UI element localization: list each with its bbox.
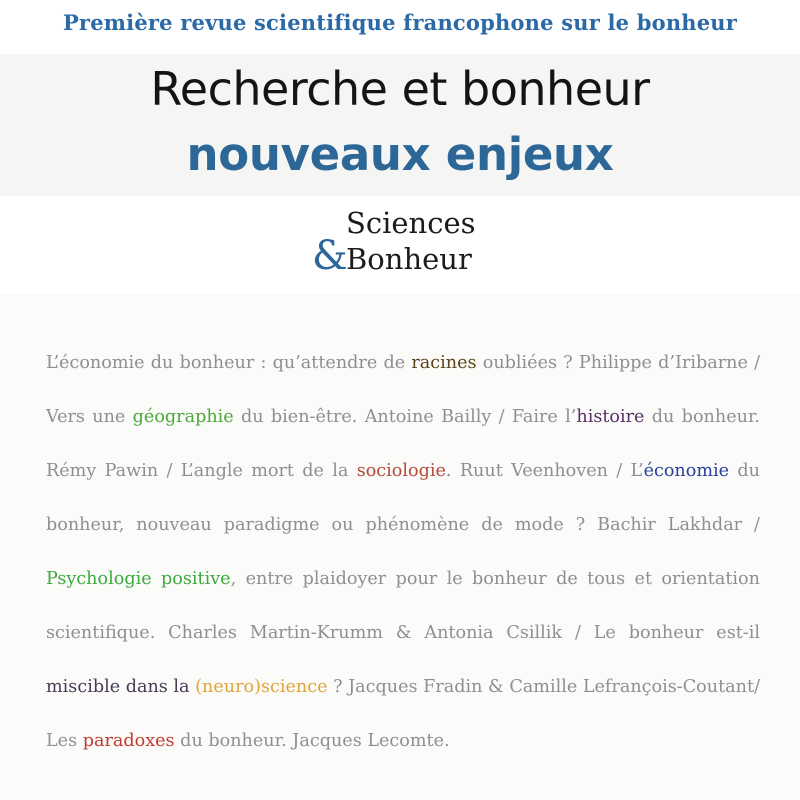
keyword-psychologie-positive: Psychologie positive <box>46 568 231 589</box>
title-banner <box>0 54 800 196</box>
contents-text: du bonheur. Jacques Lecomte. <box>174 731 450 752</box>
sciences-bonheur-logo <box>312 206 532 286</box>
tagline: Première revue scientifique francophone sur le bonheur <box>62 10 738 35</box>
contents-text: du bonheur, nouveau paradigme ou phénomène de mode ? Bachir Lakhdar / <box>46 460 761 535</box>
keyword-miscible: miscible dans la <box>46 677 190 698</box>
keyword-geographie: géographie <box>132 406 234 427</box>
logo-ampersand: & <box>312 233 348 279</box>
contents-text: , entre plaidoyer pour le bonheur de tous et orientation scientifique. Charles Martin-Krumm & Antonia Csillik / Le bonheur est-il <box>46 568 760 644</box>
keyword-paradoxes: paradoxes <box>82 731 175 752</box>
contents-text: du bien-être. Antoine Bailly / Faire l’ <box>233 406 577 427</box>
logo-word-sciences: Sciences <box>346 206 476 240</box>
logo-word-bonheur: Bonheur <box>346 242 472 276</box>
contents-text: . Ruut Veenhoven / L’ <box>445 460 644 481</box>
contents-text: oubliées ? Philippe d’Iribarne / Vers une <box>46 352 760 427</box>
contents-panel <box>0 294 800 800</box>
keyword-histoire: histoire <box>576 406 645 427</box>
keyword-sociologie: sociologie <box>356 460 446 481</box>
contents-paragraph <box>46 336 760 769</box>
keyword-economie: économie <box>643 460 730 481</box>
contents-text: ? Jacques Fradin & Camille Lefrançois-Coutant/ Les <box>46 677 760 752</box>
contents-text: L’économie du bonheur : qu’attendre de <box>46 352 412 373</box>
contents-text: du bonheur. Rémy Pawin / L’angle mort de la <box>46 406 761 481</box>
title-main: Recherche et bonheur <box>150 62 650 116</box>
keyword-racines: racines <box>411 352 477 373</box>
keyword-neuroscience: (neuro)science <box>195 677 328 698</box>
title-subtitle: nouveaux enjeux <box>186 128 614 181</box>
